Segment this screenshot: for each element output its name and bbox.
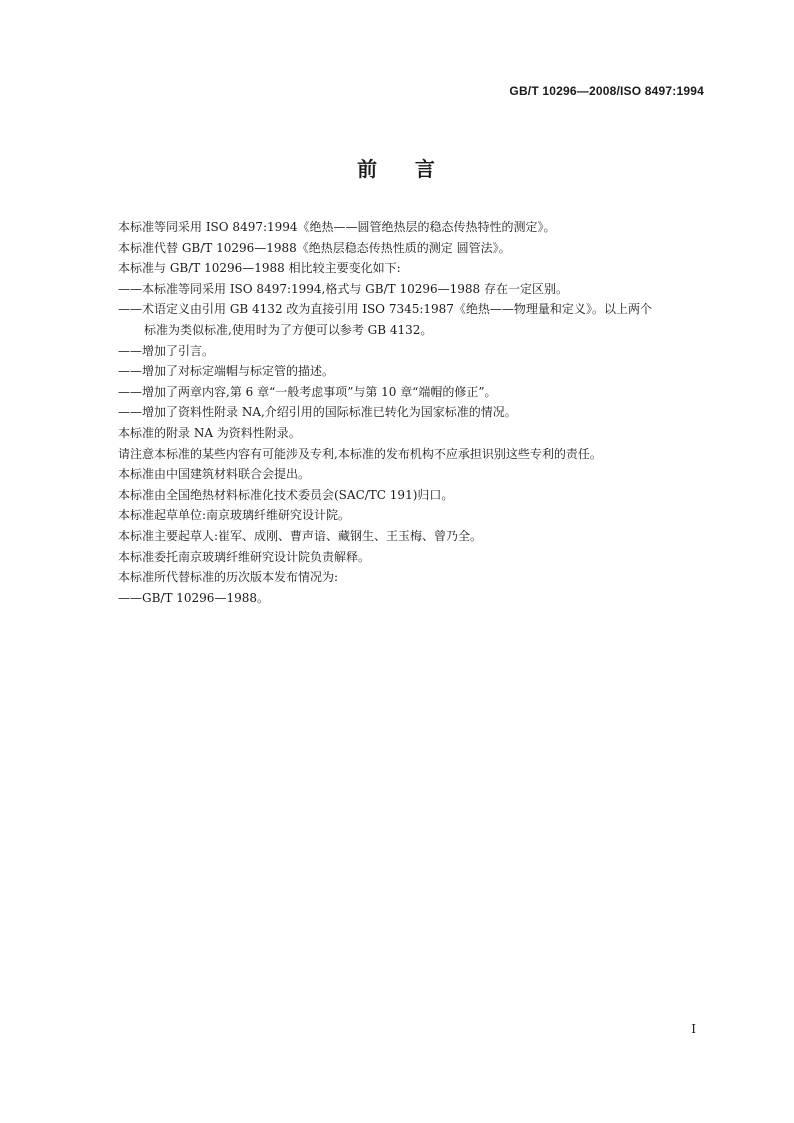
list-item-change: ——增加了资料性附录 NA,介绍引用的国际标准已转化为国家标准的情况。 xyxy=(118,405,517,420)
list-item-change: ——增加了两章内容,第 6 章“一般考虑事项”与第 10 章“端帽的修正”。 xyxy=(118,384,497,399)
standard-code-header: GB/T 10296—2008/ISO 8497:1994 xyxy=(509,84,704,98)
page-number: I xyxy=(691,1022,696,1036)
paragraph-drafting-unit: 本标准起草单位:南京玻璃纤维研究设计院。 xyxy=(118,508,351,523)
paragraph-interpretation: 本标准委托南京玻璃纤维研究设计院负责解释。 xyxy=(118,549,371,564)
paragraph-drafters: 本标准主要起草人:崔军、成刚、曹声谙、藏钢生、王玉梅、曾乃全。 xyxy=(118,528,483,543)
list-item-continuation: 标准为类似标准,使用时为了方便可以参考 GB 4132。 xyxy=(144,322,433,337)
paragraph-previous-editions: 本标准所代替标准的历次版本发布情况为: xyxy=(118,570,339,585)
page-title: 前 言 xyxy=(357,157,437,181)
paragraph-centralized-by: 本标准由全国绝热材料标准化技术委员会(SAC/TC 191)归口。 xyxy=(118,487,454,502)
paragraph-replaces: 本标准代替 GB/T 10296—1988《绝热层稳态传热性质的测定 圆管法》。 xyxy=(118,240,511,255)
paragraph-annex: 本标准的附录 NA 为资料性附录。 xyxy=(118,425,301,440)
list-item-change: ——增加了对标定端帽与标定管的描述。 xyxy=(118,364,335,379)
list-item-change: ——本标准等同采用 ISO 8497:1994,格式与 GB/T 10296—1988 存在一定区别。 xyxy=(118,281,568,296)
list-item-previous-edition: ——GB/T 10296—1988。 xyxy=(118,590,269,605)
paragraph-proposed-by: 本标准由中国建筑材料联合会提出。 xyxy=(118,467,311,482)
foreword-body xyxy=(118,217,718,608)
paragraph-changes-intro: 本标准与 GB/T 10296—1988 相比较主要变化如下: xyxy=(118,261,401,276)
paragraph-patent-notice: 请注意本标准的某些内容有可能涉及专利,本标准的发布机构不应承担识别这些专利的责任。 xyxy=(118,446,602,461)
paragraph-adoption: 本标准等同采用 ISO 8497:1994《绝热——圆管绝热层的稳态传热特性的测定》。 xyxy=(118,220,556,234)
list-item-change: ——增加了引言。 xyxy=(118,343,215,358)
list-item-change: ——术语定义由引用 GB 4132 改为直接引用 ISO 7345:1987《绝热——物理量和定义》。以上两个 xyxy=(118,302,652,317)
